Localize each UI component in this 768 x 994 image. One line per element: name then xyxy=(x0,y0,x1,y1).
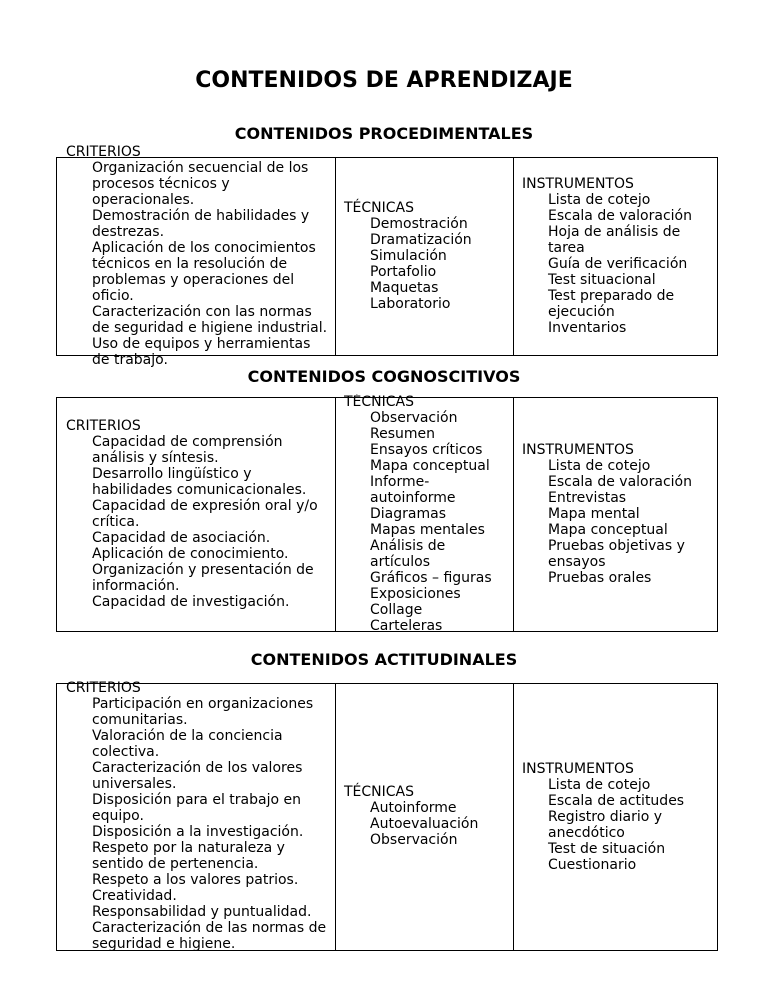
instrumentos-column xyxy=(522,442,712,586)
tecnicas-column xyxy=(344,784,508,848)
list-item: Demostración de habilidades y destrezas. xyxy=(92,208,310,240)
criterios-column xyxy=(66,144,332,368)
list-item: Mapa conceptual xyxy=(548,522,668,538)
criterios-column xyxy=(66,680,330,952)
list-item: Gráficos – figuras xyxy=(370,570,492,586)
list-item: Hoja de análisis de tarea xyxy=(548,224,681,256)
list-item: Mapa conceptual xyxy=(370,458,490,474)
list-item: Respeto a los valores patrios. xyxy=(92,872,299,888)
list-item: Lista de cotejo xyxy=(548,777,651,793)
list-item: Test de situación xyxy=(548,841,666,857)
list-item: Capacidad de comprensión análisis y síntesis. xyxy=(92,434,283,466)
list-item: Portafolio xyxy=(370,264,437,280)
column-divider xyxy=(513,158,514,355)
page-title: CONTENIDOS DE APRENDIZAJE xyxy=(195,68,573,93)
list-item: Cuestionario xyxy=(548,857,637,873)
list-item: Observación xyxy=(370,832,458,848)
instrumentos-list xyxy=(522,192,712,336)
criterios-column xyxy=(66,418,328,610)
tecnicas-label: TÉCNICAS xyxy=(344,394,415,410)
instrumentos-list xyxy=(522,777,712,873)
tecnicas-list xyxy=(344,410,504,632)
list-item: Aplicación de los conocimientos técnicos en la resolución de problemas y operaciones del oficio. xyxy=(92,240,316,304)
list-item: Caracterización de las normas de seguridad e higiene. xyxy=(92,920,327,952)
list-item: Observación xyxy=(370,410,458,426)
list-item: Organización secuencial de los procesos técnicos y operacionales. xyxy=(92,160,309,208)
criterios-list xyxy=(66,160,332,368)
list-item: Autoinforme xyxy=(370,800,457,816)
tecnicas-list xyxy=(344,800,508,848)
list-item: Escala de valoración xyxy=(548,208,692,224)
column-divider xyxy=(335,158,336,355)
column-divider xyxy=(335,398,336,631)
list-item: Análisis de artículos xyxy=(370,538,446,570)
list-item: Lista de cotejo xyxy=(548,192,651,208)
tecnicas-label: TÉCNICAS xyxy=(344,784,415,800)
list-item: Laboratorio xyxy=(370,296,451,312)
list-item: Simulación xyxy=(370,248,447,264)
list-item: Pruebas objetivas y ensayos xyxy=(548,538,685,570)
instrumentos-list xyxy=(522,458,712,586)
list-item: Uso de equipos y herramientas de trabajo. xyxy=(92,336,311,368)
list-item: Escala de valoración xyxy=(548,474,692,490)
list-item: Mapas mentales xyxy=(370,522,485,538)
list-item: Diagramas xyxy=(370,506,446,522)
table-cognoscitivos xyxy=(56,394,718,632)
instrumentos-label: INSTRUMENTOS xyxy=(522,761,634,777)
list-item: Desarrollo lingüístico y habilidades comunicacionales. xyxy=(92,466,307,498)
list-item: Responsabilidad y puntualidad. xyxy=(92,904,312,920)
list-item: Collage xyxy=(370,602,423,618)
column-divider xyxy=(513,684,514,950)
list-item: Informe-autoinforme xyxy=(370,474,456,506)
list-item: Carteleras xyxy=(370,618,443,632)
list-item: Resumen xyxy=(370,426,436,442)
column-divider xyxy=(335,684,336,950)
list-item: Autoevaluación xyxy=(370,816,479,832)
section-heading-cognoscitivos: CONTENIDOS COGNOSCITIVOS xyxy=(247,367,521,386)
table-procedimentales xyxy=(56,144,718,368)
list-item: Valoración de la conciencia colectiva. xyxy=(92,728,283,760)
instrumentos-label: INSTRUMENTOS xyxy=(522,442,634,458)
list-item: Guía de verificación xyxy=(548,256,688,272)
list-item: Exposiciones xyxy=(370,586,461,602)
list-item: Lista de cotejo xyxy=(548,458,651,474)
tecnicas-label: TÉCNICAS xyxy=(344,200,415,216)
list-item: Organización y presentación de información. xyxy=(92,562,314,594)
tecnicas-column xyxy=(344,200,508,312)
tecnicas-list xyxy=(344,216,508,312)
list-item: Aplicación de conocimiento. xyxy=(92,546,289,562)
instrumentos-column xyxy=(522,761,712,873)
list-item: Ensayos críticos xyxy=(370,442,483,458)
section-heading-actitudinales: CONTENIDOS ACTITUDINALES xyxy=(250,650,518,669)
list-item: Escala de actitudes xyxy=(548,793,685,809)
section-heading-procedimentales: CONTENIDOS PROCEDIMENTALES xyxy=(234,124,534,143)
instrumentos-label: INSTRUMENTOS xyxy=(522,176,634,192)
list-item: Inventarios xyxy=(548,320,627,336)
criterios-label: CRITERIOS xyxy=(66,680,141,696)
list-item: Capacidad de expresión oral y/o crítica. xyxy=(92,498,318,530)
list-item: Mapa mental xyxy=(548,506,640,522)
list-item: Disposición a la investigación. xyxy=(92,824,304,840)
instrumentos-column xyxy=(522,176,712,336)
list-item: Caracterización de los valores universales. xyxy=(92,760,303,792)
list-item: Test situacional xyxy=(548,272,656,288)
list-item: Respeto por la naturaleza y sentido de pertenencia. xyxy=(92,840,285,872)
criterios-list xyxy=(66,696,330,952)
list-item: Caracterización con las normas de seguridad e higiene industrial. xyxy=(92,304,328,336)
list-item: Registro diario y anecdótico xyxy=(548,809,663,841)
list-item: Pruebas orales xyxy=(548,570,652,586)
list-item: Demostración xyxy=(370,216,468,232)
list-item: Capacidad de investigación. xyxy=(92,594,290,610)
criterios-label: CRITERIOS xyxy=(66,144,141,160)
tecnicas-column xyxy=(344,394,504,632)
list-item: Capacidad de asociación. xyxy=(92,530,271,546)
column-divider xyxy=(513,398,514,631)
list-item: Dramatización xyxy=(370,232,472,248)
list-item: Participación en organizaciones comunitarias. xyxy=(92,696,314,728)
table-actitudinales xyxy=(56,680,718,952)
criterios-list xyxy=(66,434,328,610)
list-item: Maquetas xyxy=(370,280,439,296)
list-item: Test preparado de ejecución xyxy=(548,288,675,320)
criterios-label: CRITERIOS xyxy=(66,418,141,434)
list-item: Disposición para el trabajo en equipo. xyxy=(92,792,301,824)
list-item: Creatividad. xyxy=(92,888,177,904)
list-item: Entrevistas xyxy=(548,490,627,506)
